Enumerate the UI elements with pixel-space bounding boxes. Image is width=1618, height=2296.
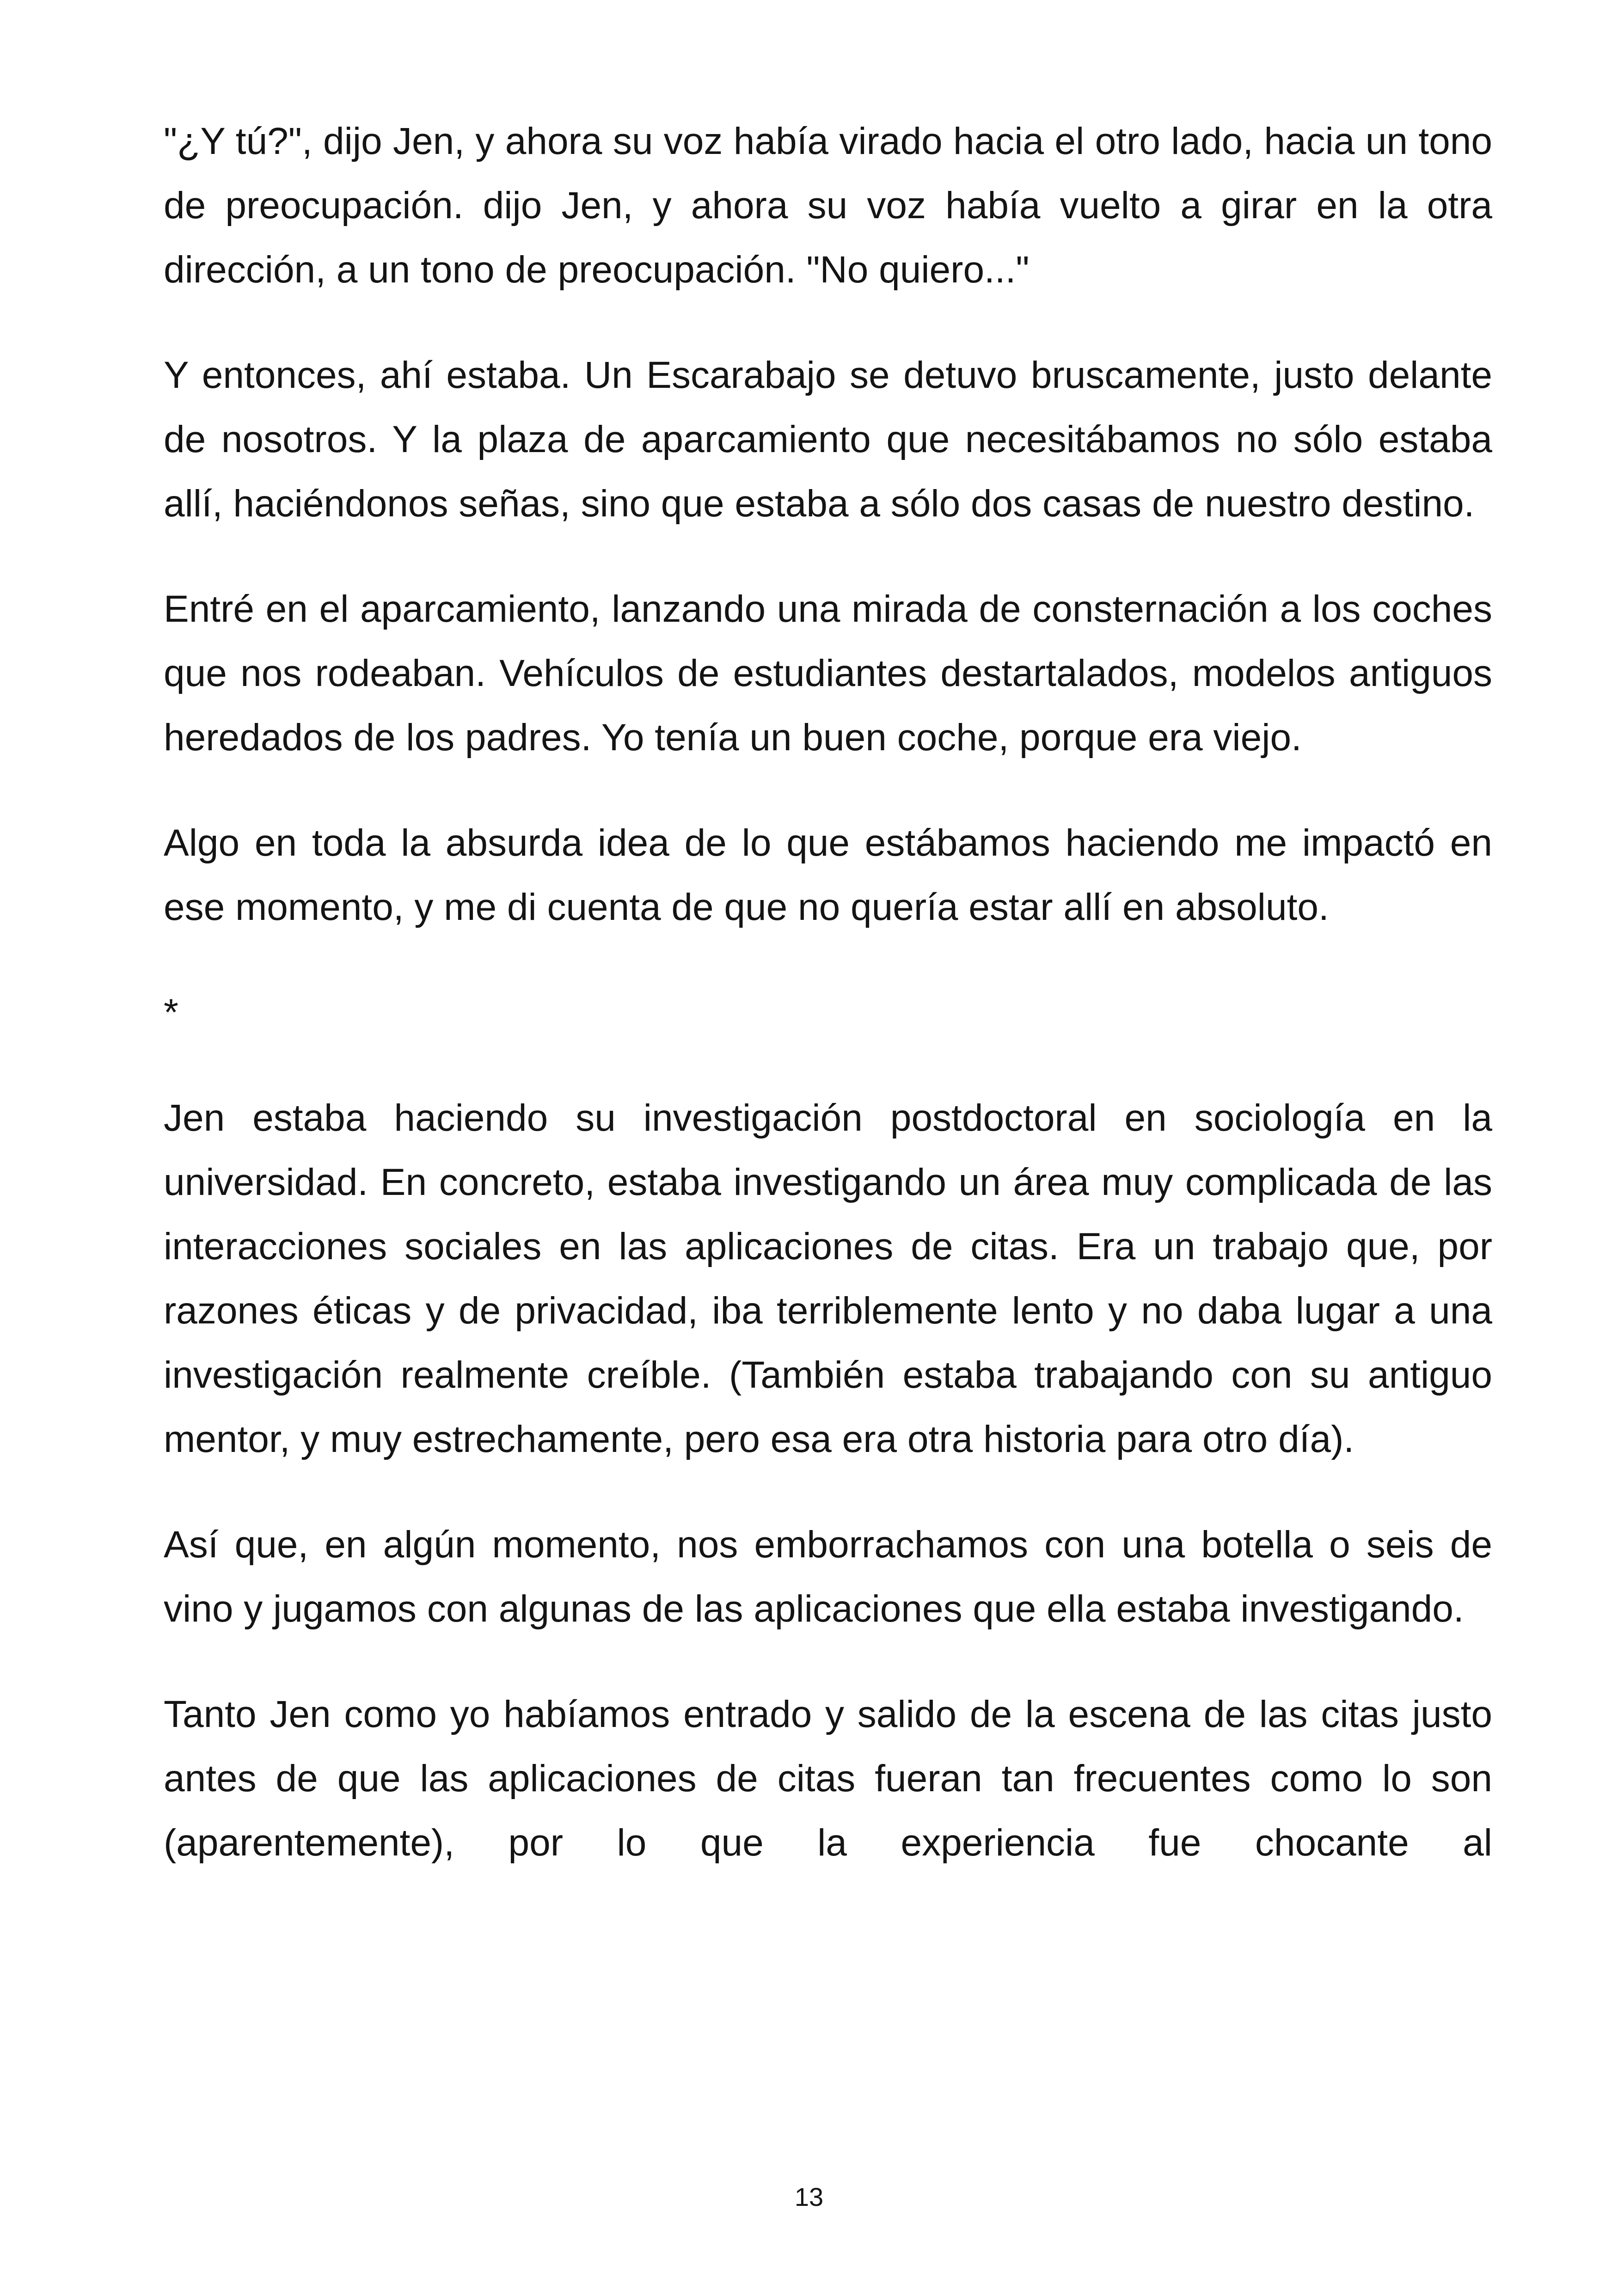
page-number: 13: [794, 2182, 824, 2211]
section-separator: *: [164, 992, 178, 1034]
paragraph: Jen estaba haciendo su investigación postdoctoral en sociología en la universidad. En concreto, estaba investigando un área muy complicada de las interacciones sociales en las aplicaciones de citas. Era un trabajo que, por razones éticas y de privacidad, iba terriblemente lento y no daba lugar a una investigación realmente creíble. (También estaba trabajando con su antiguo mentor, y muy estrechamente, pero esa era otra historia para otro día).: [164, 1097, 1492, 1460]
paragraph: Tanto Jen como yo habíamos entrado y salido de la escena de las citas justo antes de que las aplicaciones de citas fueran tan frecuentes como lo son (aparentemente), por lo que la experiencia fue chocante al: [164, 1693, 1492, 1864]
paragraph: Así que, en algún momento, nos emborrachamos con una botella o seis de vino y jugamos con algunas de las aplicaciones que ella estaba investigando.: [164, 1524, 1492, 1630]
paragraph: Y entonces, ahí estaba. Un Escarabajo se detuvo bruscamente, justo delante de nosotros. Y la plaza de aparcamiento que necesitábamos no sólo estaba allí, haciéndonos señas, sino que estaba a sólo dos casas de nuestro destino.: [164, 354, 1492, 525]
paragraph: "¿Y tú?", dijo Jen, y ahora su voz había virado hacia el otro lado, hacia un tono de preocupación. dijo Jen, y ahora su voz había vuelto a girar en la otra dirección, a un tono de preocupación. "No quiero...": [164, 120, 1492, 291]
paragraph: Algo en toda la absurda idea de lo que estábamos haciendo me impactó en ese momento, y me di cuenta de que no quería estar allí en absoluto.: [164, 822, 1492, 928]
paragraph: Entré en el aparcamiento, lanzando una mirada de consternación a los coches que nos rodeaban. Vehículos de estudiantes destartalados, modelos antiguos heredados de los padres. Yo tenía un buen coche, porque era viejo.: [164, 588, 1492, 759]
body-text: [164, 109, 1492, 1875]
